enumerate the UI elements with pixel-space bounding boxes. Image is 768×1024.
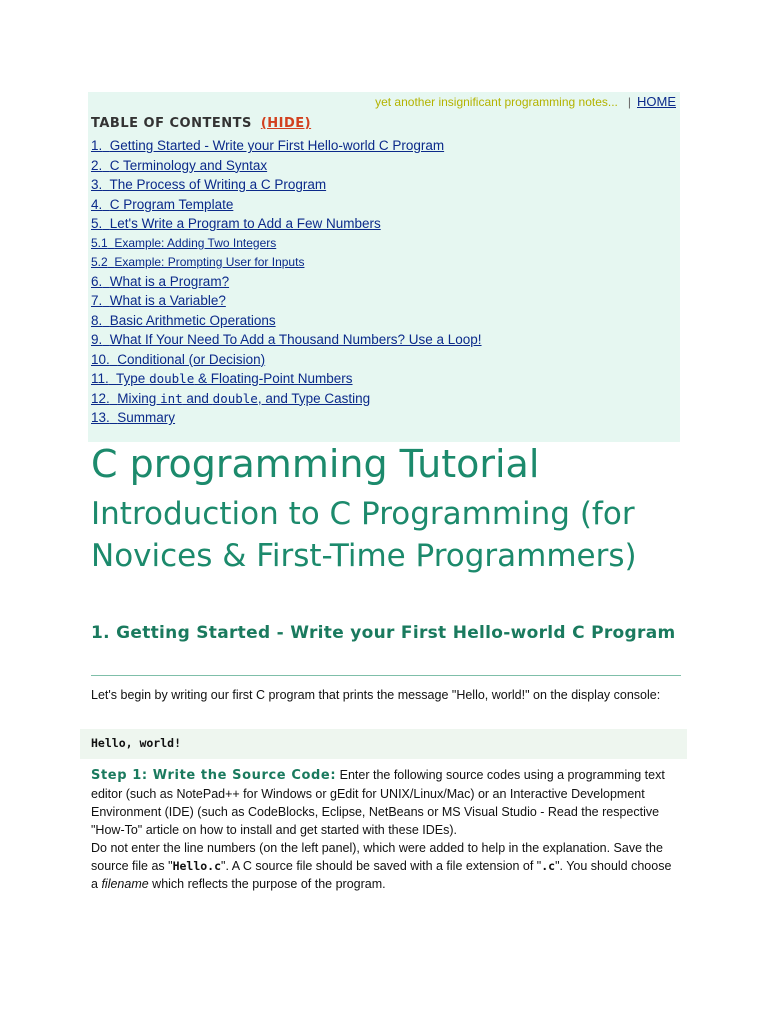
toc-item-5-1 [91,234,482,253]
toc-link-7[interactable]: 7. What is a Variable? [91,293,226,308]
toc-item-2 [91,156,482,176]
toc-title [91,116,311,131]
home-link[interactable]: HOME [637,94,676,109]
toc-item-12 [91,389,482,409]
section-heading-1: 1. Getting Started - Write your First Hello-world C Program [91,620,681,676]
toc-item-11 [91,369,482,389]
toc-item-6 [91,272,482,292]
page-subtitle: Introduction to C Programming (for Novices & First-Time Programmers) [91,496,637,574]
toc-link-11[interactable]: 11. Type double & Floating-Point Numbers [91,371,353,386]
table-of-contents-box [88,92,680,442]
step-1-paragraph: Step 1: Write the Source Code: Enter the following source codes using a programming text editor (such as NotePad++ for Windows or gEdit for UNIX/Linux/Mac) or an Interactive Development Environment (IDE) (such as CodeBlocks, Eclipse, NetBeans or MS Visual Studio - Read the respective "How-To" article on how to install and get started with these IDEs). Do not enter the line numbers (on the left panel), which were added to help in the explanation. Save the source file as "Hello.c". A C source file should be saved with a file extension of ".c". You should choose a filename which reflects the purpose of the program. [91,768,672,891]
toc-item-8 [91,311,482,331]
toc-item-9 [91,330,482,350]
toc-list [91,136,482,428]
toc-item-4 [91,195,482,215]
toc-link-5[interactable]: 5. Let's Write a Program to Add a Few Numbers [91,216,381,231]
filename-code: Hello.c [172,859,222,873]
toc-item-13 [91,408,482,428]
extension-code: .c [541,859,556,873]
toc-link-13[interactable]: 13. Summary [91,410,176,425]
site-tagline: yet another insignificant programming notes... [375,95,618,109]
toc-link-9[interactable]: 9. What If Your Need To Add a Thousand Numbers? Use a Loop! [91,332,482,347]
toc-item-5-2 [91,253,482,272]
toc-link-4[interactable]: 4. C Program Template [91,196,234,212]
output-code-block: Hello, world! [80,729,687,759]
filename-emphasis: filename [101,877,149,891]
intro-paragraph: Let's begin by writing our first C program that prints the message "Hello, world!" on the display console: [91,688,661,702]
top-strip [375,94,676,109]
toc-link-2[interactable]: 2. C Terminology and Syntax [91,157,268,173]
toc-item-10 [91,350,482,370]
step-1-text: Enter the following source codes using a programming text editor (such as NotePad++ for Windows or gEdit for UNIX/Linux/Mac) or an Interactive Development Environment (IDE) (such as CodeBlocks, Eclipse, NetBeans or MS Visual Studio - Read the respective "How-To" article on how to install and get started with these IDEs). [91,768,665,837]
header-separator: | [627,95,631,109]
toc-link-6[interactable]: 6. What is a Program? [91,273,230,289]
toc-item-1 [91,136,482,156]
toc-link-12[interactable]: 12. Mixing int and double, and Type Casting [91,390,371,406]
step-1-label: Step 1: Write the Source Code: [91,768,337,783]
toc-link-3[interactable]: 3. The Process of Writing a C Program [91,177,327,192]
toc-hide-link[interactable]: (HIDE) [260,116,312,131]
toc-link-5-2[interactable]: 5.2 Example: Prompting User for Inputs [91,254,305,269]
page-title: C programming Tutorial [91,442,540,486]
toc-link-10[interactable]: 10. Conditional (or Decision) [91,351,266,367]
toc-title-text: TABLE OF CONTENTS [91,116,252,131]
toc-link-8[interactable]: 8. Basic Arithmetic Operations [91,312,276,328]
toc-item-3 [91,175,482,195]
toc-item-7 [91,291,482,311]
toc-link-1[interactable]: 1. Getting Started - Write your First Hello-world C Program [91,138,445,153]
toc-item-5 [91,214,482,234]
toc-link-5-1[interactable]: 5.1 Example: Adding Two Integers [91,235,277,250]
